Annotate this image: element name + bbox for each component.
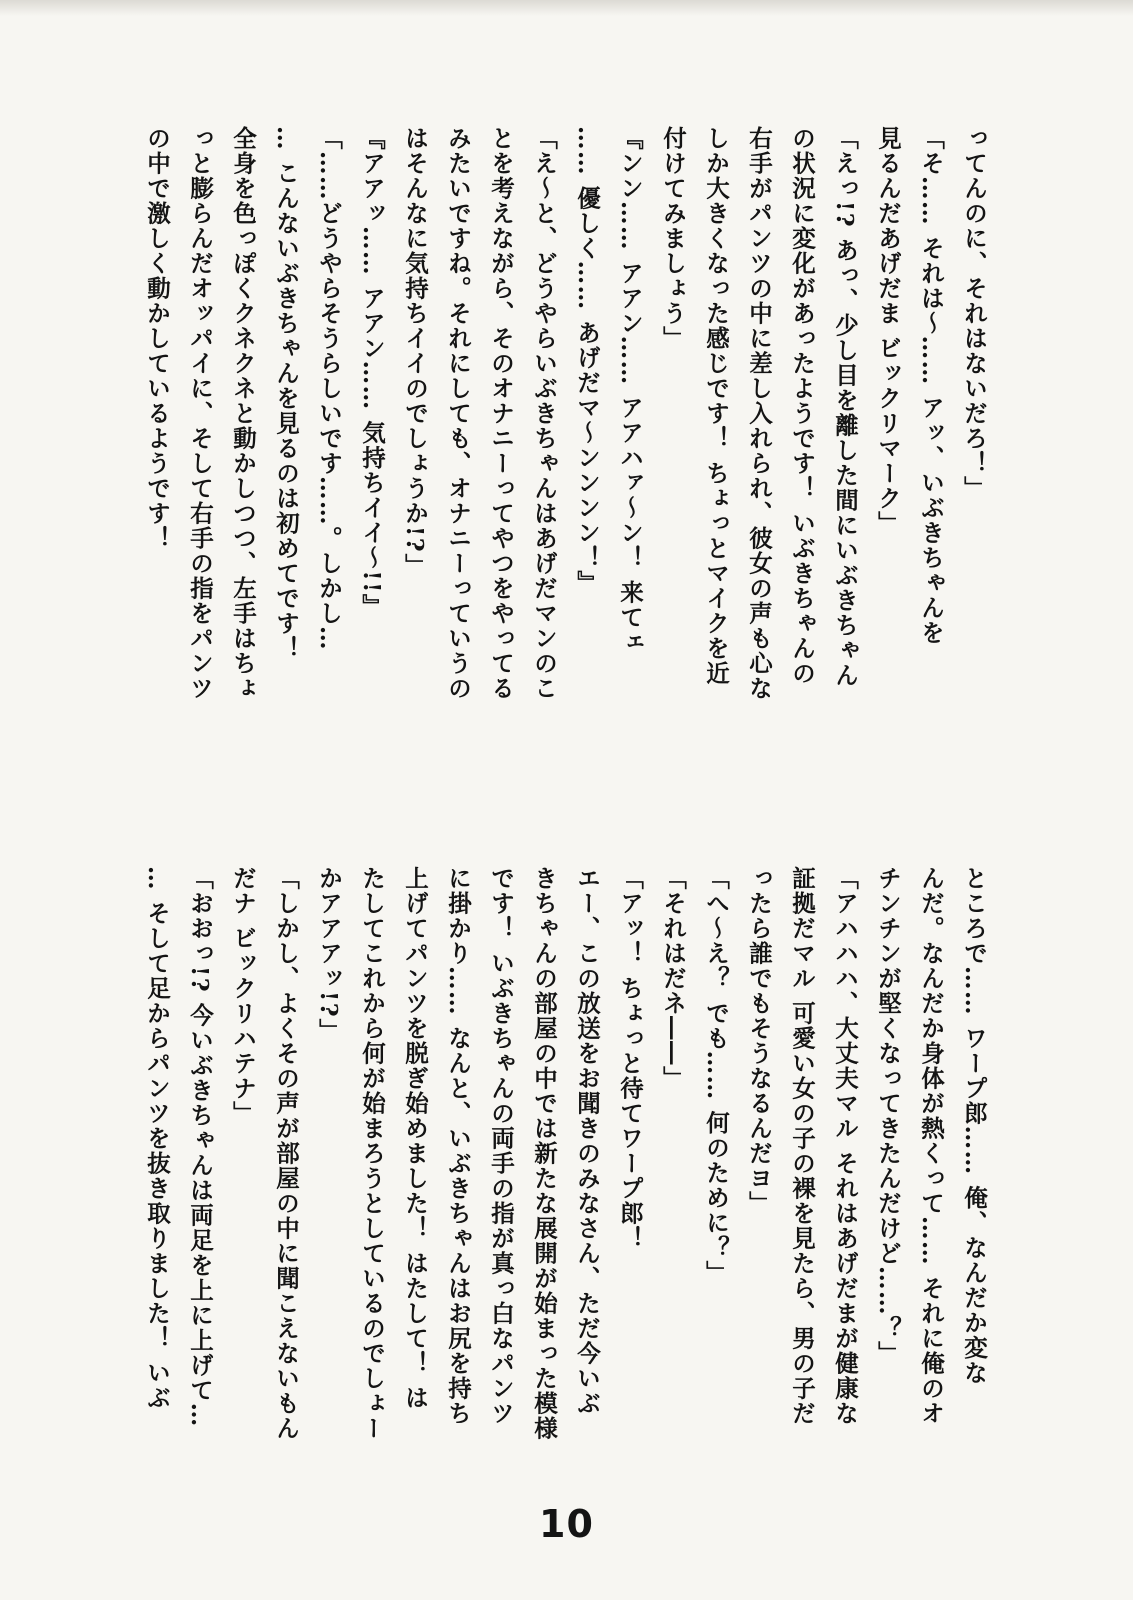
text-column: … こんないぶきちゃんを見るのは初めてです！: [272, 126, 300, 661]
text-column: 「しかし、よくその声が部屋の中に聞こえないもん: [272, 866, 300, 1441]
text-column: の中で激しく動かしているようです！: [143, 126, 171, 551]
text-column: っと膨らんだオッパイに、そして右手の指をパンツ: [186, 126, 214, 701]
text-column: です！ いぶきちゃんの両手の指が真っ白なパンツ: [487, 866, 515, 1426]
text-column: はそんなに気持ちイイのでしょうか!?」: [401, 126, 429, 579]
text-column: 「それはだネ――」: [659, 866, 687, 1091]
text-column: 「アッ！ ちょっと待てワープ郎！: [616, 866, 644, 1251]
text-column: 見るんだあげだま ビックリマーク」: [874, 126, 902, 536]
text-column: 上げてパンツを脱ぎ始めました！ はたして！ は: [401, 866, 429, 1411]
text-column: 付けてみましょう」: [659, 126, 687, 351]
text-column: 全身を色っぽくクネクネと動かしつつ、左手はちょ: [229, 126, 257, 701]
text-column: 「え〜と、どうやらいぶきちゃんはあげだマンのこ: [530, 126, 558, 701]
text-column: 右手がパンツの中に差し入れられ、彼女の声も心な: [745, 126, 773, 701]
text-column: とを考えながら、そのオナニーってやつをやってる: [487, 126, 515, 701]
text-column: 「おおっ!? 今いぶきちゃんは両足を上に上げて…: [186, 866, 214, 1428]
text-column: きちゃんの部屋の中では新たな展開が始まった模様: [530, 866, 558, 1441]
upper-text-block: [115, 126, 990, 846]
text-column: 『ンン…… アアン…… アアハァ〜ン！ 来てェ: [616, 126, 644, 656]
text-column: ったら誰でもそうなるんだヨ」: [745, 866, 773, 1216]
text-column: だナ ビックリハテナ」: [229, 866, 257, 1126]
text-column: んだ。なんだか身体が熱くって…… それに俺のオ: [917, 866, 945, 1426]
text-column: 「そ…… それは〜…… アッ、いぶきちゃんを: [917, 126, 945, 646]
text-column: 証拠だマル 可愛い女の子の裸を見たら、男の子だ: [788, 866, 816, 1426]
text-column: 「アハハハ、大丈夫マル それはあげだまが健康な: [831, 866, 859, 1426]
text-column: しか大きくなった感じです！ ちょっとマイクを近: [702, 126, 730, 686]
text-column: かアアアッ!?」: [315, 866, 343, 1044]
text-column: みたいですね。それにしても、オナニーっていうの: [444, 126, 472, 701]
text-column: 「へ〜え？ でも…… 何のために？」: [702, 866, 730, 1286]
text-column: に掛かり…… なんと、いぶきちゃんはお尻を持ち: [444, 866, 472, 1426]
text-column: 『アアッ…… アアン…… 気持ちイイ〜!!』: [358, 126, 386, 619]
lower-text-block: [115, 866, 990, 1441]
text-column: ってんのに、それはないだろ！」: [960, 126, 988, 501]
text-column: チンチンが堅くなってきたんだけど……？」: [874, 866, 902, 1366]
text-column: …… 優しく…… あげだマ〜ンンンン！』: [573, 126, 601, 596]
text-column: 「えっ!? あっ、少し目を離した間にいぶきちゃん: [831, 126, 859, 688]
text-column: ところで…… ワープ郎…… 俺、なんだか変な: [960, 866, 988, 1386]
text-column: 「……どうやらそうらしいです……。しかし…: [315, 126, 343, 651]
text-column: の状況に変化があったようです！ いぶきちゃんの: [788, 126, 816, 686]
scan-edge: [0, 0, 1133, 16]
text-column: エー、この放送をお聞きのみなさん、ただ今いぶ: [573, 866, 601, 1416]
page-number: 10: [539, 1502, 594, 1546]
text-column: たしてこれから何が始まろうとしているのでしょー: [358, 866, 386, 1441]
text-column: … そして足からパンツを抜き取りました！ いぶ: [143, 866, 171, 1411]
